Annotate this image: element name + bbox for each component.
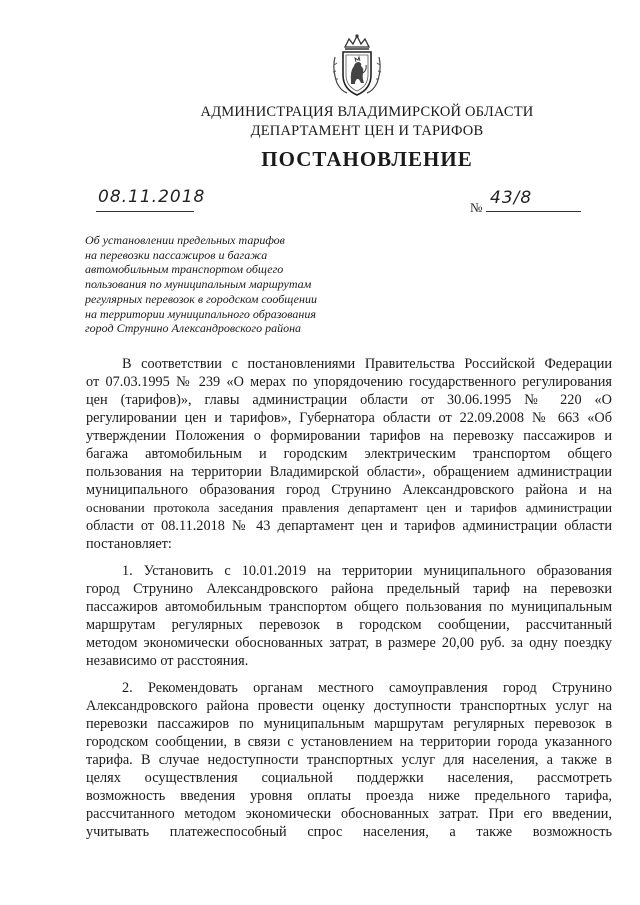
body-line: основании протокола заседания правления департамент цен и тарифов администрации: [86, 500, 612, 515]
body-line: пассажиров автомобильным транспортом общего пользования по муниципальным: [86, 599, 612, 615]
preamble-paragraph: [86, 355, 612, 553]
date-underline: [96, 211, 194, 212]
number-sign: №: [470, 200, 483, 215]
body-line: возможность введения уровня оплаты проезда ниже предельного тарифа,: [86, 788, 612, 804]
subject-line: Об установлении предельных тарифов: [85, 233, 285, 247]
number-underline: [486, 211, 581, 212]
body-line: Александровского района провести оценку доступности транспортных услуг на: [86, 698, 612, 714]
body-line: области от 08.11.2018 № 43 департамент цен и тарифов администрации области: [86, 518, 612, 534]
body-line: перевозки пассажиров по муниципальным маршрутам регулярных перевозок в: [86, 716, 612, 732]
body-line: утверждении Положения о формировании тарифов на перевозку пассажиров и: [86, 428, 612, 444]
body-line: от 07.03.1995 № 239 «О мерах по упорядочению государственного регулирования: [86, 374, 612, 390]
body-line: рассчитанного методом экономически обоснованных затрат. При его введении,: [86, 806, 612, 822]
document-number: 43/8: [490, 188, 533, 208]
subject-line: город Струнино Александровского района: [85, 321, 302, 336]
subject-line: регулярных перевозок в городском сообщении: [85, 291, 317, 306]
document-body: [86, 355, 612, 841]
body-line: пользования на территории Владимирской области», обращением администрации: [86, 464, 612, 480]
item-1-paragraph: [86, 562, 612, 670]
body-line: городском сообщении, в связи с установлением на территории города указанного: [86, 734, 612, 750]
document-title: ПОСТАНОВЛЕНИЕ: [261, 147, 473, 171]
body-line: учитывать платежеспособный спрос населения, а также возможность: [86, 824, 612, 840]
document-subject: [85, 233, 375, 336]
item-2-paragraph: [86, 679, 612, 841]
body-line: 2. Рекомендовать органам местного самоуправления город Струнино: [122, 680, 612, 696]
body-line: регулировании цен и тарифов», Губернатора области от 22.09.2008 № 663 «Об: [86, 410, 612, 426]
body-line: тарифа. В случае недоступности транспортных услуг для населения, а также в: [86, 752, 612, 768]
body-line: целях осуществления социальной поддержки населения, рассмотреть: [86, 770, 612, 786]
subject-line: пользования по муниципальным маршрутам: [85, 277, 312, 292]
body-line: независимо от расстояния.: [86, 653, 249, 669]
document-date: 08.11.2018: [98, 187, 206, 207]
body-line: город Струнино Александровского района предельный тариф на перевозки: [86, 581, 612, 597]
body-line: постановляет:: [86, 536, 172, 552]
body-line: муниципального образования город Струнино Александровского района и на: [86, 482, 612, 498]
subject-line: на перевозки пассажиров и багажа: [85, 247, 268, 262]
coat-of-arms-emblem: [331, 33, 383, 99]
body-line: В соответствии с постановлениями Правительства Российской Федерации: [122, 356, 612, 372]
subject-line: на территории муниципального образования: [85, 306, 316, 321]
body-line: методом экономически обоснованных затрат, в размере 20,00 руб. за одну поездку: [86, 635, 612, 651]
body-line: маршрутам регулярных перевозок в городском сообщении, рассчитанный: [86, 617, 612, 633]
subject-line: автомобильным транспортом общего: [85, 262, 284, 277]
body-line: цен (тарифов)», главы администрации области от 30.06.1995 № 220 «О: [86, 392, 612, 408]
organization-name: АДМИНИСТРАЦИЯ ВЛАДИМИРСКОЙ ОБЛАСТИ: [200, 104, 534, 120]
body-line: багажа автомобильным и городским электрическим транспортом общего: [86, 446, 612, 462]
body-line: 1. Установить с 10.01.2019 на территории муниципального образования: [122, 563, 612, 579]
department-name: ДЕПАРТАМЕНТ ЦЕН И ТАРИФОВ: [250, 123, 484, 139]
